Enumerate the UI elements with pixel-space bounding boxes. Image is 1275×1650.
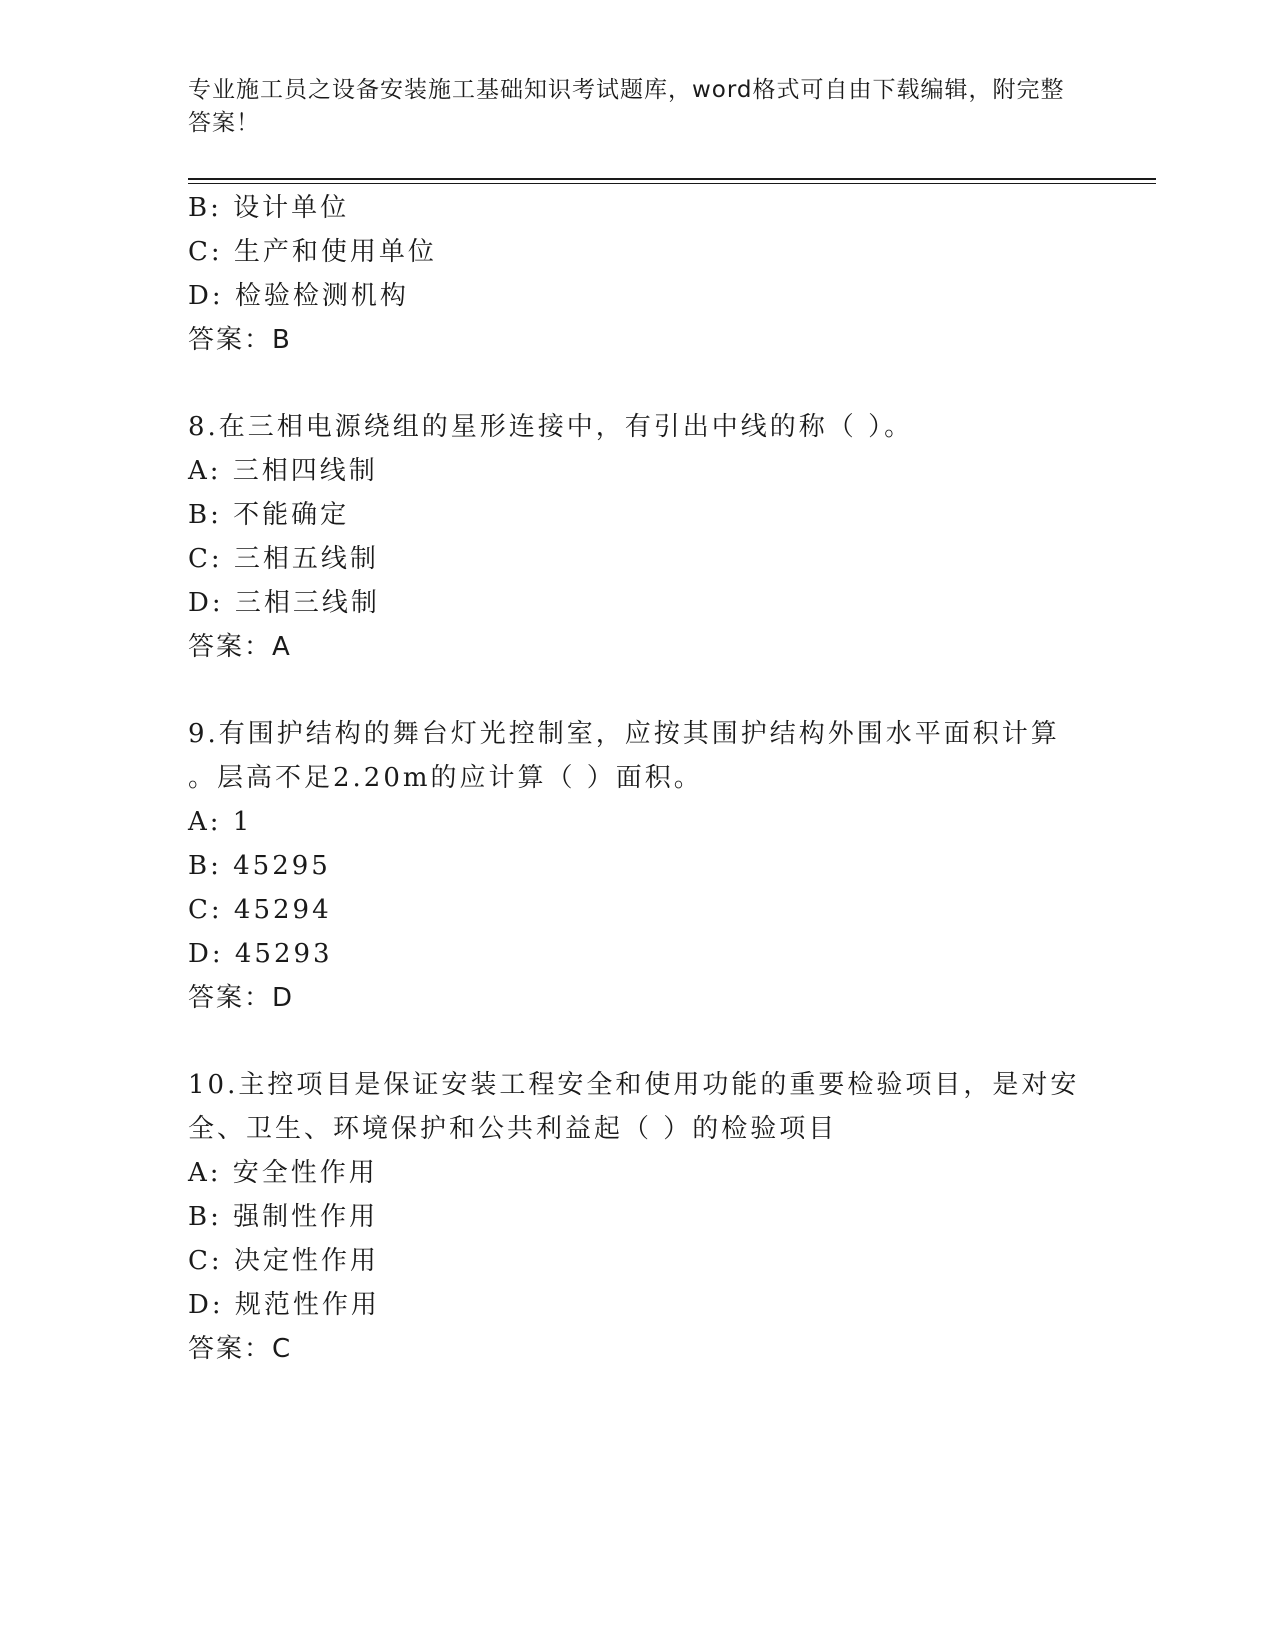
option-c: C: 决定性作用	[188, 1246, 379, 1276]
option-b: B: 强制性作用	[188, 1202, 379, 1232]
option-b: B: 45295	[188, 851, 331, 881]
question-stem: 10.主控项目是保证安装工程安全和使用功能的重要检验项目，是对安	[188, 1070, 1080, 1100]
option-a: A: 安全性作用	[188, 1158, 378, 1188]
question-stem-continued: 全、卫生、环境保护和公共利益起（ ）的检验项目	[188, 1114, 838, 1144]
option-b: B: 不能确定	[188, 500, 350, 530]
question-stem: 8.在三相电源绕组的星形连接中，有引出中线的称（ ）。	[188, 412, 914, 442]
answer-line: 答案：C	[188, 1334, 293, 1364]
option-a: A: 三相四线制	[188, 456, 378, 486]
option-c: C: 生产和使用单位	[188, 237, 437, 267]
answer-line: 答案：D	[188, 983, 295, 1013]
option-a: A: 1	[188, 807, 253, 837]
option-d: D: 规范性作用	[188, 1290, 380, 1320]
question-stem-continued: 。层高不足2.20m的应计算（ ）面积。	[188, 763, 703, 793]
option-c: C: 三相五线制	[188, 544, 379, 574]
header-divider-thin	[188, 183, 1156, 184]
option-d: D: 45293	[188, 939, 333, 969]
option-d: D: 三相三线制	[188, 588, 380, 618]
option-c: C: 45294	[188, 895, 332, 925]
answer-line: 答案：A	[188, 632, 292, 662]
header-divider-thick	[188, 178, 1156, 180]
answer-line: 答案：B	[188, 325, 292, 355]
question-stem: 9.有围护结构的舞台灯光控制室，应按其围护结构外围水平面积计算	[188, 719, 1060, 749]
option-b: B: 设计单位	[188, 193, 350, 223]
document-header: 专业施工员之设备安装施工基础知识考试题库，word格式可自由下载编辑，附完整答案！	[188, 77, 1065, 136]
option-d: D: 检验检测机构	[188, 281, 409, 311]
